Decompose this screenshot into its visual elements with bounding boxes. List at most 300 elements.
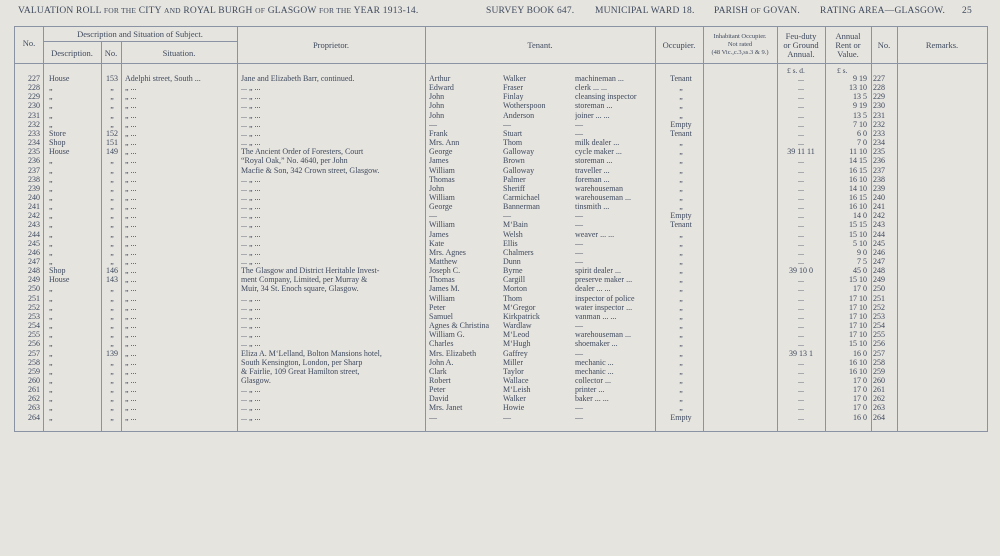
row-no-right: 229 (873, 93, 885, 102)
row-no: 253 (28, 312, 40, 321)
feu-units: £ s. d. (787, 66, 805, 75)
row-occupier: „ (679, 184, 683, 193)
row-annual: 16 10 (849, 175, 867, 184)
row-number: „ (110, 230, 114, 239)
row-situation: „ ... (125, 212, 137, 221)
row-feu: ... (798, 157, 804, 166)
row-occupation: — (575, 404, 583, 413)
row-number: „ (110, 331, 114, 340)
col-header-feu (777, 32, 825, 59)
row-occupier: „ (679, 312, 683, 321)
col-header-annual-1: Annual (835, 31, 861, 41)
table-row (15, 322, 987, 330)
row-feu: ... (798, 212, 804, 221)
row-tenant-first: Mrs. Agnes (429, 248, 466, 257)
table-row (15, 313, 987, 321)
row-proprietor: ... „ ... (241, 303, 261, 312)
row-description: House (49, 276, 70, 285)
row-proprietor: ... „ ... (241, 312, 261, 321)
row-number: 151 (106, 139, 118, 148)
row-description: „ (49, 221, 53, 230)
row-no-right: 245 (873, 239, 885, 248)
row-occupation: cycle maker ... (575, 148, 622, 157)
row-occupier: „ (679, 285, 683, 294)
row-annual: 14 15 (849, 157, 867, 166)
row-occupier: „ (679, 239, 683, 248)
row-description: „ (49, 386, 53, 395)
row-situation: „ ... (125, 184, 137, 193)
row-number: 139 (106, 349, 118, 358)
row-proprietor: ... „ ... (241, 193, 261, 202)
row-no: 234 (28, 139, 40, 148)
row-occupier: „ (679, 303, 683, 312)
row-tenant-last: M‘Hugh (503, 340, 531, 349)
row-situation: „ ... (125, 358, 137, 367)
row-tenant-first: Mrs. Ann (429, 139, 460, 148)
table-row (15, 240, 987, 248)
table-row (15, 340, 987, 348)
row-annual: 17 10 (849, 331, 867, 340)
row-tenant-first: Peter (429, 303, 446, 312)
col-header-remarks: Remarks. (925, 40, 959, 50)
row-no-right: 238 (873, 175, 885, 184)
header-parish-name: GOVAN. (763, 6, 800, 16)
row-no: 257 (28, 349, 40, 358)
row-situation: „ ... (125, 157, 137, 166)
row-no: 228 (28, 84, 40, 93)
row-tenant-last: Gaffrey (503, 349, 528, 358)
row-description: „ (49, 349, 53, 358)
row-situation: „ ... (125, 331, 137, 340)
row-description: „ (49, 166, 53, 175)
row-annual: 17 10 (849, 294, 867, 303)
row-description: „ (49, 93, 53, 102)
row-tenant-last: Chalmers (503, 248, 534, 257)
row-tenant-first: Arthur (429, 75, 451, 83)
row-tenant-first: Kate (429, 239, 445, 248)
row-no: 235 (28, 148, 40, 157)
row-occupier: „ (679, 322, 683, 331)
row-no-right: 235 (873, 148, 885, 157)
row-situation: „ ... (125, 203, 137, 212)
row-tenant-first: James (429, 157, 449, 166)
row-situation: „ ... (125, 395, 137, 404)
row-proprietor: ... „ ... (241, 102, 261, 111)
row-number: 152 (106, 129, 118, 138)
row-occupation: printer ... (575, 386, 605, 395)
table-row (15, 267, 987, 275)
col-header-inhabitant-3: (48 Vic.,c.3,ss.3 & 9.) (711, 49, 769, 56)
row-number: „ (110, 157, 114, 166)
row-no: 264 (28, 413, 40, 422)
row-situation: „ ... (125, 349, 137, 358)
row-tenant-last: Anderson (503, 111, 535, 120)
row-description: „ (49, 358, 53, 367)
row-description: „ (49, 367, 53, 376)
row-annual: 17 0 (853, 386, 867, 395)
row-tenant-last: Carmichael (503, 193, 540, 202)
row-description: House (49, 75, 70, 83)
table-row (15, 304, 987, 312)
row-occupier: „ (679, 193, 683, 202)
row-description: House (49, 148, 70, 157)
row-tenant-last: Sheriff (503, 184, 526, 193)
row-situation: „ ... (125, 322, 137, 331)
row-no: 233 (28, 129, 40, 138)
row-tenant-first: Thomas (429, 175, 455, 184)
row-tenant-last: Bannerman (503, 203, 540, 212)
row-feu: 39 10 0 (789, 267, 813, 276)
row-number: „ (110, 166, 114, 175)
row-tenant-last: Galloway (503, 166, 535, 175)
rule-h-subheader (43, 41, 237, 42)
row-number: 153 (106, 75, 118, 83)
table-row (15, 377, 987, 385)
row-occupation: milk dealer ... (575, 139, 620, 148)
row-no-right: 252 (873, 303, 885, 312)
row-tenant-first: — (429, 120, 437, 129)
row-occupation: cleansing inspector (575, 93, 637, 102)
row-occupier: Tenant (670, 75, 692, 83)
row-feu: ... (798, 139, 804, 148)
row-annual: 45 0 (853, 267, 867, 276)
row-situation: „ ... (125, 148, 137, 157)
row-annual: 5 10 (853, 239, 867, 248)
row-proprietor: ... „ ... (241, 84, 261, 93)
row-feu: ... (798, 258, 804, 266)
row-feu: ... (798, 358, 804, 367)
row-no-right: 248 (873, 267, 885, 276)
col-header-feu-2: or Ground (783, 40, 819, 50)
row-situation: „ ... (125, 239, 137, 248)
row-tenant-first: William (429, 193, 455, 202)
row-description: „ (49, 193, 53, 202)
row-occupation: warehouseman ... (575, 193, 631, 202)
row-tenant-first: — (429, 413, 437, 422)
row-no: 237 (28, 166, 40, 175)
table-row (15, 112, 987, 120)
row-number: „ (110, 312, 114, 321)
row-tenant-first: Mrs. Elizabeth (429, 349, 477, 358)
col-header-annual-2: Rent or (835, 40, 861, 50)
row-tenant-first: Agnes & Christina (429, 322, 489, 331)
row-proprietor: ... „ ... (241, 93, 261, 102)
row-occupier: „ (679, 166, 683, 175)
row-situation: „ ... (125, 294, 137, 303)
row-number: „ (110, 184, 114, 193)
row-no-right: 231 (873, 111, 885, 120)
row-description: „ (49, 413, 53, 422)
row-description: Shop (49, 139, 66, 148)
table-row (15, 185, 987, 193)
row-no: 241 (28, 203, 40, 212)
row-number: 146 (106, 267, 118, 276)
table-row (15, 249, 987, 257)
row-description: „ (49, 212, 53, 221)
row-tenant-last: Wallace (503, 376, 529, 385)
row-feu: ... (798, 386, 804, 395)
row-annual: 11 10 (849, 148, 867, 157)
row-occupier: „ (679, 230, 683, 239)
row-annual: 17 10 (849, 303, 867, 312)
row-occupation: — (575, 322, 583, 331)
row-situation: „ ... (125, 102, 137, 111)
row-annual: 14 10 (849, 184, 867, 193)
row-proprietor: ... „ ... (241, 322, 261, 331)
row-annual: 16 15 (849, 193, 867, 202)
header-parish (714, 6, 800, 16)
row-feu: ... (798, 166, 804, 175)
row-number: „ (110, 395, 114, 404)
row-tenant-first: Clark (429, 367, 447, 376)
row-no-right: 261 (873, 386, 885, 395)
row-number: „ (110, 303, 114, 312)
row-proprietor: Muir, 34 St. Enoch square, Glasgow. (241, 285, 359, 294)
row-number: 149 (106, 148, 118, 157)
row-feu: ... (798, 239, 804, 248)
row-occupier: „ (679, 139, 683, 148)
row-proprietor: ... „ ... (241, 175, 261, 184)
col-header-feu-1: Feu-duty (785, 31, 817, 41)
header-survey-book: SURVEY BOOK 647. (486, 6, 575, 16)
row-feu: ... (798, 175, 804, 184)
row-tenant-last: — (503, 212, 511, 221)
row-feu: ... (798, 276, 804, 285)
row-annual: 16 0 (853, 349, 867, 358)
row-annual: 7 10 (853, 120, 867, 129)
row-feu: ... (798, 111, 804, 120)
row-occupation: — (575, 221, 583, 230)
row-proprietor: ... „ ... (241, 258, 261, 266)
row-no-right: 232 (873, 120, 885, 129)
header-for-the: FOR THE (103, 6, 137, 15)
row-description: „ (49, 294, 53, 303)
row-no: 246 (28, 248, 40, 257)
row-annual: 15 10 (849, 340, 867, 349)
row-situation: „ ... (125, 413, 137, 422)
row-occupier: „ (679, 84, 683, 93)
col-header-number: No. (104, 48, 118, 58)
row-situation: „ ... (125, 129, 137, 138)
row-feu: ... (798, 285, 804, 294)
row-no: 230 (28, 102, 40, 111)
row-occupation: machineman ... (575, 75, 624, 83)
row-tenant-first: Robert (429, 376, 451, 385)
row-feu: ... (798, 367, 804, 376)
row-occupier: „ (679, 157, 683, 166)
row-proprietor: ... „ ... (241, 340, 261, 349)
table-row (15, 404, 987, 412)
row-feu: ... (798, 340, 804, 349)
table-row (15, 231, 987, 239)
row-feu: ... (798, 203, 804, 212)
row-number: „ (110, 120, 114, 129)
row-number: „ (110, 358, 114, 367)
row-tenant-first: George (429, 203, 453, 212)
row-no-right: 250 (873, 285, 885, 294)
row-no-right: 236 (873, 157, 885, 166)
row-tenant-last: Stuart (503, 129, 523, 138)
row-occupation: warehouseman ... (575, 331, 631, 340)
row-number: „ (110, 221, 114, 230)
row-no: 258 (28, 358, 40, 367)
table-row (15, 350, 987, 358)
row-feu: ... (798, 331, 804, 340)
row-situation: „ ... (125, 175, 137, 184)
row-number: „ (110, 404, 114, 413)
row-tenant-first: Joseph C. (429, 267, 461, 276)
header-for-the-2: FOR THE (319, 6, 352, 15)
row-tenant-last: Wotherspoon (503, 102, 546, 111)
row-tenant-last: — (503, 120, 511, 129)
row-situation: „ ... (125, 139, 137, 148)
row-no-right: 260 (873, 376, 885, 385)
row-occupation: preserve maker ... (575, 276, 633, 285)
row-feu: ... (798, 376, 804, 385)
row-tenant-first: Matthew (429, 258, 458, 266)
row-annual: 15 15 (849, 221, 867, 230)
row-tenant-last: Walker (503, 395, 526, 404)
table-row (15, 157, 987, 165)
row-tenant-first: William (429, 294, 455, 303)
table-row (15, 414, 987, 422)
row-tenant-last: M‘Leish (503, 386, 531, 395)
row-occupier: „ (679, 395, 683, 404)
row-number: „ (110, 239, 114, 248)
col-header-occupier: Occupier. (662, 40, 696, 50)
row-occupation: storeman ... (575, 102, 613, 111)
row-proprietor: “Royal Oak,” No. 4640, per John (241, 157, 348, 166)
row-feu: 39 13 1 (789, 349, 813, 358)
row-description: „ (49, 175, 53, 184)
row-no-right: 239 (873, 184, 885, 193)
row-annual: 13 5 (853, 111, 867, 120)
row-description: „ (49, 102, 53, 111)
row-no-right: 247 (873, 258, 885, 266)
row-tenant-first: John (429, 111, 445, 120)
row-proprietor: ... „ ... (241, 239, 261, 248)
row-occupier: Empty (670, 120, 692, 129)
row-feu: ... (798, 184, 804, 193)
row-proprietor: ... „ ... (241, 203, 261, 212)
row-description: „ (49, 84, 53, 93)
row-tenant-first: George (429, 148, 453, 157)
row-no: 227 (28, 75, 40, 83)
row-no-right: 243 (873, 221, 885, 230)
row-no-right: 253 (873, 312, 885, 321)
row-feu: ... (798, 230, 804, 239)
row-situation: „ ... (125, 120, 137, 129)
row-annual: 9 19 (853, 102, 867, 111)
row-annual: 17 0 (853, 376, 867, 385)
row-no: 261 (28, 386, 40, 395)
row-tenant-last: Galloway (503, 148, 535, 157)
table-row (15, 295, 987, 303)
row-no: 254 (28, 322, 40, 331)
row-description: „ (49, 331, 53, 340)
table-row (15, 176, 987, 184)
row-feu: ... (798, 221, 804, 230)
row-tenant-first: Samuel (429, 312, 453, 321)
row-situation: „ ... (125, 84, 137, 93)
row-no-right: 228 (873, 84, 885, 93)
table-row (15, 139, 987, 147)
row-number: „ (110, 294, 114, 303)
row-proprietor: The Glasgow and District Heritable Invest- (241, 267, 380, 276)
row-number: „ (110, 322, 114, 331)
row-number: „ (110, 285, 114, 294)
row-occupier: „ (679, 294, 683, 303)
row-annual: 16 0 (853, 413, 867, 422)
row-description: „ (49, 258, 53, 266)
row-tenant-last: Brown (503, 157, 525, 166)
row-no-right: 251 (873, 294, 885, 303)
row-tenant-last: Walker (503, 75, 526, 83)
row-tenant-last: Wardlaw (503, 322, 532, 331)
row-no-right: 254 (873, 322, 885, 331)
row-proprietor: South Kensington, London, per Sharp (241, 358, 363, 367)
row-tenant-last: Thom (503, 294, 523, 303)
row-occupation: — (575, 129, 583, 138)
row-occupation: — (575, 212, 583, 221)
row-no-right: 255 (873, 331, 885, 340)
row-occupier: „ (679, 111, 683, 120)
table-row (15, 148, 987, 156)
row-situation: „ ... (125, 267, 137, 276)
row-no-right: 233 (873, 129, 885, 138)
header-page-number: 25 (962, 6, 972, 16)
header-royal-burgh: ROYAL BURGH (183, 6, 253, 16)
row-annual: 6 0 (857, 129, 867, 138)
row-proprietor: & Fairlie, 109 Great Hamilton street, (241, 367, 360, 376)
col-header-no: No. (22, 38, 36, 48)
row-no: 229 (28, 93, 40, 102)
row-occupation: clerk ... ... (575, 84, 607, 93)
row-tenant-last: M‘Gregor (503, 303, 536, 312)
row-proprietor: Glasgow. (241, 376, 271, 385)
col-header-inhabitant (703, 33, 777, 57)
col-header-inhabitant-2: Not rated (727, 41, 753, 48)
row-no-right: 262 (873, 395, 885, 404)
row-occupier: „ (679, 331, 683, 340)
row-proprietor: ... „ ... (241, 221, 261, 230)
row-no: 262 (28, 395, 40, 404)
table-row (15, 203, 987, 211)
col-header-desc-group: Description and Situation of Subject. (77, 29, 203, 39)
row-description: „ (49, 203, 53, 212)
row-occupation: mechanic ... (575, 358, 614, 367)
row-feu: ... (798, 322, 804, 331)
row-no-right: 230 (873, 102, 885, 111)
row-occupation: — (575, 239, 583, 248)
row-situation: „ ... (125, 276, 137, 285)
row-feu: ... (798, 120, 804, 129)
row-no: 236 (28, 157, 40, 166)
table-row (15, 212, 987, 220)
row-feu: ... (798, 193, 804, 202)
row-tenant-last: Palmer (503, 175, 526, 184)
row-number: „ (110, 212, 114, 221)
row-occupation: storeman ... (575, 157, 613, 166)
row-description: „ (49, 376, 53, 385)
row-occupier: Tenant (670, 129, 692, 138)
row-occupier: „ (679, 276, 683, 285)
row-proprietor: ... „ ... (241, 120, 261, 129)
row-number: „ (110, 203, 114, 212)
row-no: 242 (28, 212, 40, 221)
row-tenant-last: Ellis (503, 239, 518, 248)
table-row (15, 285, 987, 293)
